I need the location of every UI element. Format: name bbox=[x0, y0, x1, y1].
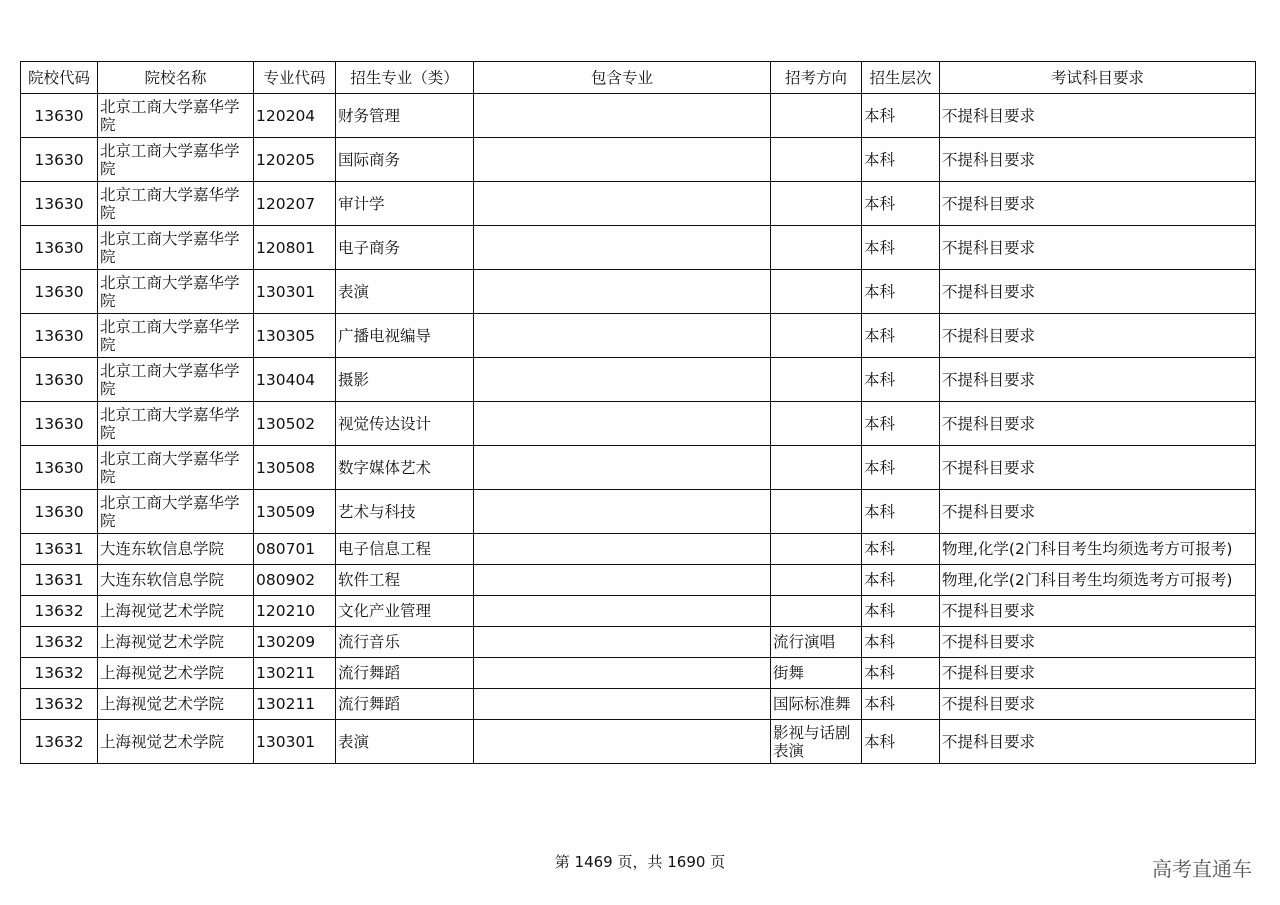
cell-included-majors bbox=[474, 314, 771, 358]
cell-school-name: 上海视觉艺术学院 bbox=[98, 720, 254, 764]
table-row bbox=[21, 689, 1256, 720]
table-row bbox=[21, 402, 1256, 446]
cell-major: 软件工程 bbox=[336, 565, 474, 596]
table-row bbox=[21, 720, 1256, 764]
cell-school-name: 北京工商大学嘉华学院 bbox=[98, 402, 254, 446]
cell-major-code: 120210 bbox=[254, 596, 336, 627]
cell-major-code: 130404 bbox=[254, 358, 336, 402]
cell-school-code: 13630 bbox=[21, 94, 98, 138]
cell-included-majors bbox=[474, 658, 771, 689]
cell-major: 审计学 bbox=[336, 182, 474, 226]
cell-level: 本科 bbox=[862, 658, 940, 689]
cell-major-code: 130508 bbox=[254, 446, 336, 490]
cell-direction bbox=[771, 358, 862, 402]
cell-major: 摄影 bbox=[336, 358, 474, 402]
cell-school-name: 北京工商大学嘉华学院 bbox=[98, 314, 254, 358]
cell-requirement: 不提科目要求 bbox=[940, 94, 1256, 138]
cell-direction bbox=[771, 402, 862, 446]
table-row bbox=[21, 182, 1256, 226]
cell-school-name: 上海视觉艺术学院 bbox=[98, 596, 254, 627]
table-header-row bbox=[21, 62, 1256, 94]
cell-school-code: 13630 bbox=[21, 490, 98, 534]
table-row bbox=[21, 270, 1256, 314]
header-direction: 招考方向 bbox=[771, 62, 862, 94]
cell-school-code: 13631 bbox=[21, 565, 98, 596]
cell-major: 电子商务 bbox=[336, 226, 474, 270]
cell-requirement: 不提科目要求 bbox=[940, 182, 1256, 226]
cell-major-code: 130305 bbox=[254, 314, 336, 358]
cell-school-name: 北京工商大学嘉华学院 bbox=[98, 446, 254, 490]
cell-school-name: 上海视觉艺术学院 bbox=[98, 658, 254, 689]
cell-requirement: 物理,化学(2门科目考生均须选考方可报考) bbox=[940, 534, 1256, 565]
header-school-code: 院校代码 bbox=[21, 62, 98, 94]
cell-major: 表演 bbox=[336, 720, 474, 764]
cell-level: 本科 bbox=[862, 689, 940, 720]
cell-direction bbox=[771, 490, 862, 534]
cell-direction: 流行演唱 bbox=[771, 627, 862, 658]
cell-included-majors bbox=[474, 534, 771, 565]
cell-included-majors bbox=[474, 596, 771, 627]
cell-school-code: 13630 bbox=[21, 314, 98, 358]
cell-direction: 影视与话剧表演 bbox=[771, 720, 862, 764]
cell-level: 本科 bbox=[862, 314, 940, 358]
header-included-majors: 包含专业 bbox=[474, 62, 771, 94]
cell-school-name: 北京工商大学嘉华学院 bbox=[98, 138, 254, 182]
cell-major: 流行舞蹈 bbox=[336, 689, 474, 720]
cell-major-code: 130211 bbox=[254, 689, 336, 720]
cell-level: 本科 bbox=[862, 596, 940, 627]
cell-school-code: 13631 bbox=[21, 534, 98, 565]
cell-school-code: 13630 bbox=[21, 446, 98, 490]
cell-level: 本科 bbox=[862, 490, 940, 534]
cell-school-name: 北京工商大学嘉华学院 bbox=[98, 490, 254, 534]
cell-major-code: 120207 bbox=[254, 182, 336, 226]
cell-school-name: 大连东软信息学院 bbox=[98, 534, 254, 565]
cell-level: 本科 bbox=[862, 94, 940, 138]
watermark: 高考直通车 bbox=[1152, 857, 1252, 881]
cell-school-name: 北京工商大学嘉华学院 bbox=[98, 226, 254, 270]
cell-requirement: 不提科目要求 bbox=[940, 358, 1256, 402]
cell-level: 本科 bbox=[862, 226, 940, 270]
cell-included-majors bbox=[474, 565, 771, 596]
cell-direction bbox=[771, 314, 862, 358]
cell-major-code: 120205 bbox=[254, 138, 336, 182]
cell-direction bbox=[771, 446, 862, 490]
cell-school-code: 13632 bbox=[21, 658, 98, 689]
cell-included-majors bbox=[474, 446, 771, 490]
majors-table bbox=[20, 61, 1256, 764]
cell-school-code: 13632 bbox=[21, 596, 98, 627]
table-row bbox=[21, 314, 1256, 358]
cell-major-code: 130211 bbox=[254, 658, 336, 689]
cell-major: 流行音乐 bbox=[336, 627, 474, 658]
table-row bbox=[21, 490, 1256, 534]
cell-school-code: 13630 bbox=[21, 358, 98, 402]
cell-included-majors bbox=[474, 402, 771, 446]
table-row bbox=[21, 94, 1256, 138]
cell-included-majors bbox=[474, 182, 771, 226]
table-row bbox=[21, 226, 1256, 270]
cell-school-code: 13632 bbox=[21, 720, 98, 764]
cell-major: 视觉传达设计 bbox=[336, 402, 474, 446]
cell-requirement: 不提科目要求 bbox=[940, 226, 1256, 270]
cell-major: 数字媒体艺术 bbox=[336, 446, 474, 490]
cell-major: 电子信息工程 bbox=[336, 534, 474, 565]
cell-direction bbox=[771, 534, 862, 565]
cell-school-name: 上海视觉艺术学院 bbox=[98, 627, 254, 658]
table-row bbox=[21, 627, 1256, 658]
cell-included-majors bbox=[474, 94, 771, 138]
table-row bbox=[21, 658, 1256, 689]
cell-school-code: 13630 bbox=[21, 226, 98, 270]
header-major-code: 专业代码 bbox=[254, 62, 336, 94]
cell-school-code: 13630 bbox=[21, 402, 98, 446]
table-row bbox=[21, 596, 1256, 627]
cell-direction bbox=[771, 565, 862, 596]
header-requirement: 考试科目要求 bbox=[940, 62, 1256, 94]
cell-major-code: 080701 bbox=[254, 534, 336, 565]
cell-major-code: 130502 bbox=[254, 402, 336, 446]
cell-level: 本科 bbox=[862, 138, 940, 182]
cell-major: 艺术与科技 bbox=[336, 490, 474, 534]
cell-level: 本科 bbox=[862, 534, 940, 565]
cell-major-code: 120204 bbox=[254, 94, 336, 138]
cell-major-code: 130209 bbox=[254, 627, 336, 658]
cell-included-majors bbox=[474, 270, 771, 314]
cell-school-code: 13632 bbox=[21, 689, 98, 720]
cell-included-majors bbox=[474, 358, 771, 402]
cell-included-majors bbox=[474, 720, 771, 764]
cell-school-name: 北京工商大学嘉华学院 bbox=[98, 94, 254, 138]
cell-major: 流行舞蹈 bbox=[336, 658, 474, 689]
cell-included-majors bbox=[474, 627, 771, 658]
cell-direction: 国际标准舞 bbox=[771, 689, 862, 720]
cell-requirement: 不提科目要求 bbox=[940, 402, 1256, 446]
cell-school-name: 北京工商大学嘉华学院 bbox=[98, 358, 254, 402]
header-level: 招生层次 bbox=[862, 62, 940, 94]
cell-major-code: 130301 bbox=[254, 720, 336, 764]
cell-included-majors bbox=[474, 689, 771, 720]
cell-included-majors bbox=[474, 226, 771, 270]
table-row bbox=[21, 565, 1256, 596]
cell-level: 本科 bbox=[862, 565, 940, 596]
page-number: 第 1469 页，共 1690 页 bbox=[554, 853, 726, 871]
cell-included-majors bbox=[474, 490, 771, 534]
cell-school-name: 北京工商大学嘉华学院 bbox=[98, 182, 254, 226]
cell-major: 文化产业管理 bbox=[336, 596, 474, 627]
cell-school-code: 13630 bbox=[21, 270, 98, 314]
cell-direction bbox=[771, 226, 862, 270]
cell-school-name: 大连东软信息学院 bbox=[98, 565, 254, 596]
cell-level: 本科 bbox=[862, 182, 940, 226]
cell-level: 本科 bbox=[862, 446, 940, 490]
cell-school-code: 13630 bbox=[21, 182, 98, 226]
cell-requirement: 不提科目要求 bbox=[940, 689, 1256, 720]
table-row bbox=[21, 446, 1256, 490]
cell-requirement: 不提科目要求 bbox=[940, 138, 1256, 182]
cell-major-code: 130509 bbox=[254, 490, 336, 534]
cell-direction bbox=[771, 182, 862, 226]
cell-requirement: 不提科目要求 bbox=[940, 720, 1256, 764]
cell-requirement: 物理,化学(2门科目考生均须选考方可报考) bbox=[940, 565, 1256, 596]
cell-major-code: 120801 bbox=[254, 226, 336, 270]
cell-direction bbox=[771, 596, 862, 627]
cell-requirement: 不提科目要求 bbox=[940, 270, 1256, 314]
cell-level: 本科 bbox=[862, 402, 940, 446]
cell-major-code: 080902 bbox=[254, 565, 336, 596]
cell-direction bbox=[771, 270, 862, 314]
cell-major: 财务管理 bbox=[336, 94, 474, 138]
cell-major: 表演 bbox=[336, 270, 474, 314]
cell-direction bbox=[771, 94, 862, 138]
cell-level: 本科 bbox=[862, 627, 940, 658]
cell-included-majors bbox=[474, 138, 771, 182]
cell-requirement: 不提科目要求 bbox=[940, 490, 1256, 534]
cell-major: 广播电视编导 bbox=[336, 314, 474, 358]
header-school-name: 院校名称 bbox=[98, 62, 254, 94]
cell-requirement: 不提科目要求 bbox=[940, 446, 1256, 490]
cell-school-name: 上海视觉艺术学院 bbox=[98, 689, 254, 720]
cell-major: 国际商务 bbox=[336, 138, 474, 182]
header-major: 招生专业（类） bbox=[336, 62, 474, 94]
cell-school-code: 13632 bbox=[21, 627, 98, 658]
cell-direction: 街舞 bbox=[771, 658, 862, 689]
cell-level: 本科 bbox=[862, 270, 940, 314]
table-row bbox=[21, 534, 1256, 565]
cell-requirement: 不提科目要求 bbox=[940, 596, 1256, 627]
cell-major-code: 130301 bbox=[254, 270, 336, 314]
cell-direction bbox=[771, 138, 862, 182]
cell-level: 本科 bbox=[862, 358, 940, 402]
table-row bbox=[21, 358, 1256, 402]
cell-requirement: 不提科目要求 bbox=[940, 658, 1256, 689]
cell-requirement: 不提科目要求 bbox=[940, 314, 1256, 358]
table-row bbox=[21, 138, 1256, 182]
cell-school-code: 13630 bbox=[21, 138, 98, 182]
cell-school-name: 北京工商大学嘉华学院 bbox=[98, 270, 254, 314]
cell-level: 本科 bbox=[862, 720, 940, 764]
cell-requirement: 不提科目要求 bbox=[940, 627, 1256, 658]
